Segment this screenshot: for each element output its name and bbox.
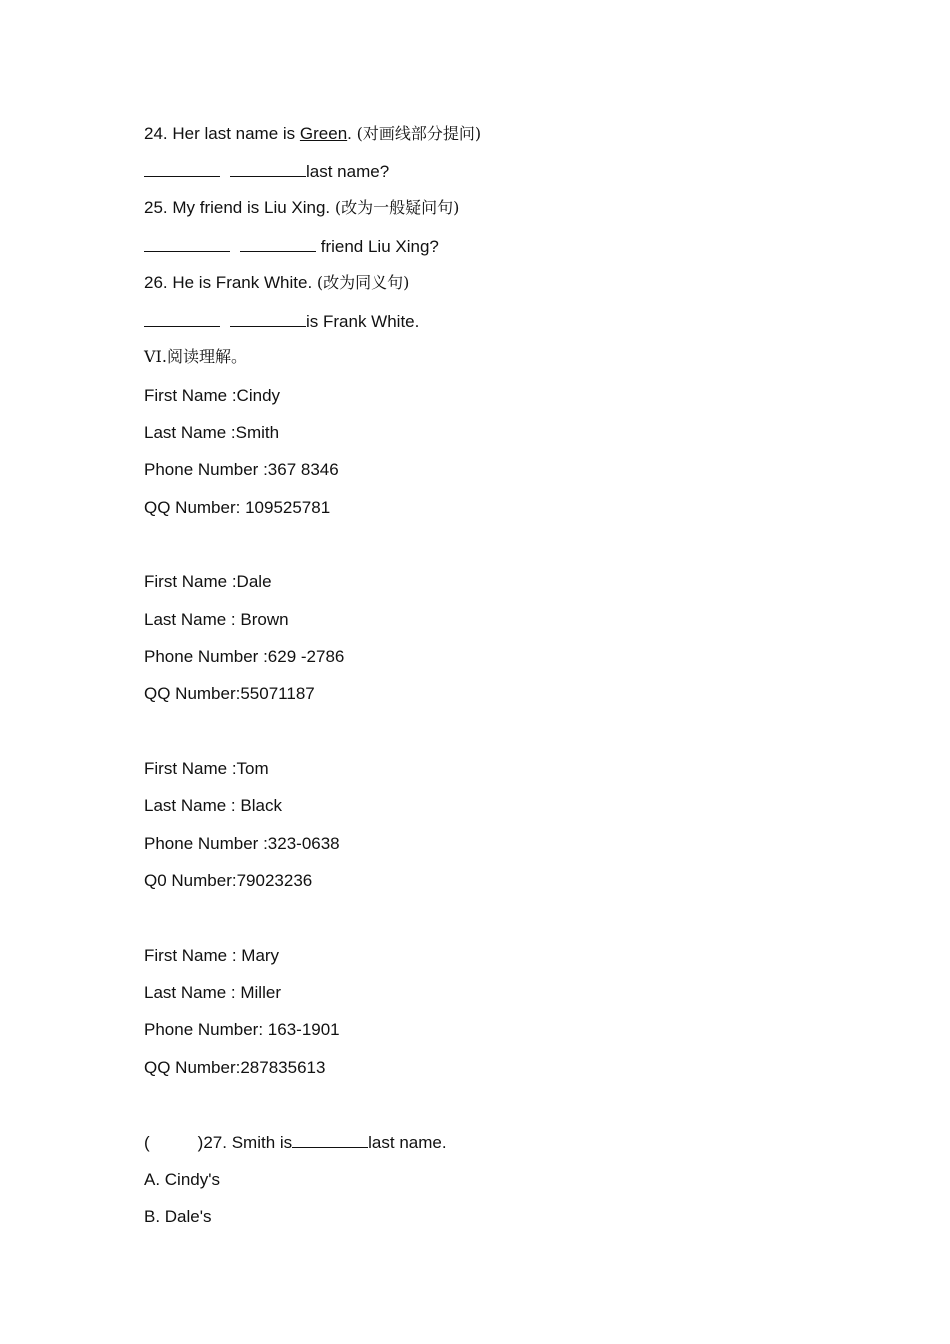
q24-text: 24. Her last name is bbox=[144, 124, 300, 143]
record-last-name: Last Name :Smith bbox=[144, 423, 280, 442]
q24-suffix: . bbox=[347, 124, 357, 143]
q25-instruction: (改为一般疑问句) bbox=[334, 198, 460, 217]
answer-blank[interactable] bbox=[292, 1131, 368, 1148]
question-27 bbox=[144, 1131, 447, 1154]
q27-text: )27. Smith is bbox=[197, 1133, 293, 1152]
answer-24 bbox=[144, 160, 389, 183]
answer-blank[interactable] bbox=[144, 310, 220, 327]
question-26 bbox=[144, 272, 409, 294]
answer-blank[interactable] bbox=[230, 160, 306, 177]
q24-instruction: (对画线部分提问) bbox=[356, 124, 482, 143]
answer-25 bbox=[144, 235, 439, 258]
record-first-name: First Name : Mary bbox=[144, 946, 280, 965]
record-first-name: First Name :Cindy bbox=[144, 386, 281, 405]
q27-tail: last name. bbox=[368, 1133, 447, 1152]
record-last-name: Last Name : Miller bbox=[144, 983, 281, 1002]
q26-instruction: (改为同义句) bbox=[316, 273, 410, 292]
q24-answer-tail: last name? bbox=[306, 162, 390, 181]
record-first-name: First Name :Tom bbox=[144, 759, 269, 778]
answer-blank[interactable] bbox=[144, 235, 230, 252]
q26-text: 26. He is Frank White. bbox=[144, 273, 317, 292]
record-phone: Phone Number :629 -2786 bbox=[144, 647, 345, 666]
record-last-name: Last Name : Brown bbox=[144, 610, 289, 629]
record-phone: Phone Number :367 8346 bbox=[144, 460, 339, 479]
answer-26 bbox=[144, 310, 419, 333]
record-phone: Phone Number :323-0638 bbox=[144, 834, 340, 853]
record-qq: QQ Number: 109525781 bbox=[144, 498, 331, 517]
q27-open-paren: ( bbox=[144, 1133, 150, 1152]
record-first-name: First Name :Dale bbox=[144, 572, 272, 591]
answer-blank[interactable] bbox=[230, 310, 306, 327]
record-qq: QQ Number:287835613 bbox=[144, 1058, 326, 1077]
answer-blank[interactable] bbox=[240, 235, 316, 252]
q25-text: 25. My friend is Liu Xing. bbox=[144, 198, 335, 217]
record-last-name: Last Name : Black bbox=[144, 796, 282, 815]
record-qq: Q0 Number:79023236 bbox=[144, 871, 313, 890]
section-title: VI.阅读理解。 bbox=[144, 347, 247, 366]
question-24 bbox=[144, 123, 481, 145]
q26-answer-tail: is Frank White. bbox=[306, 312, 420, 331]
record-qq: QQ Number:55071187 bbox=[144, 684, 315, 703]
q25-answer-tail: friend Liu Xing? bbox=[316, 237, 439, 256]
answer-blank[interactable] bbox=[144, 160, 220, 177]
record-phone: Phone Number: 163-1901 bbox=[144, 1020, 340, 1039]
option-b[interactable]: B. Dale's bbox=[144, 1207, 212, 1226]
q24-underlined-word: Green bbox=[299, 124, 348, 143]
option-a[interactable]: A. Cindy's bbox=[144, 1170, 220, 1189]
question-25 bbox=[144, 197, 459, 219]
